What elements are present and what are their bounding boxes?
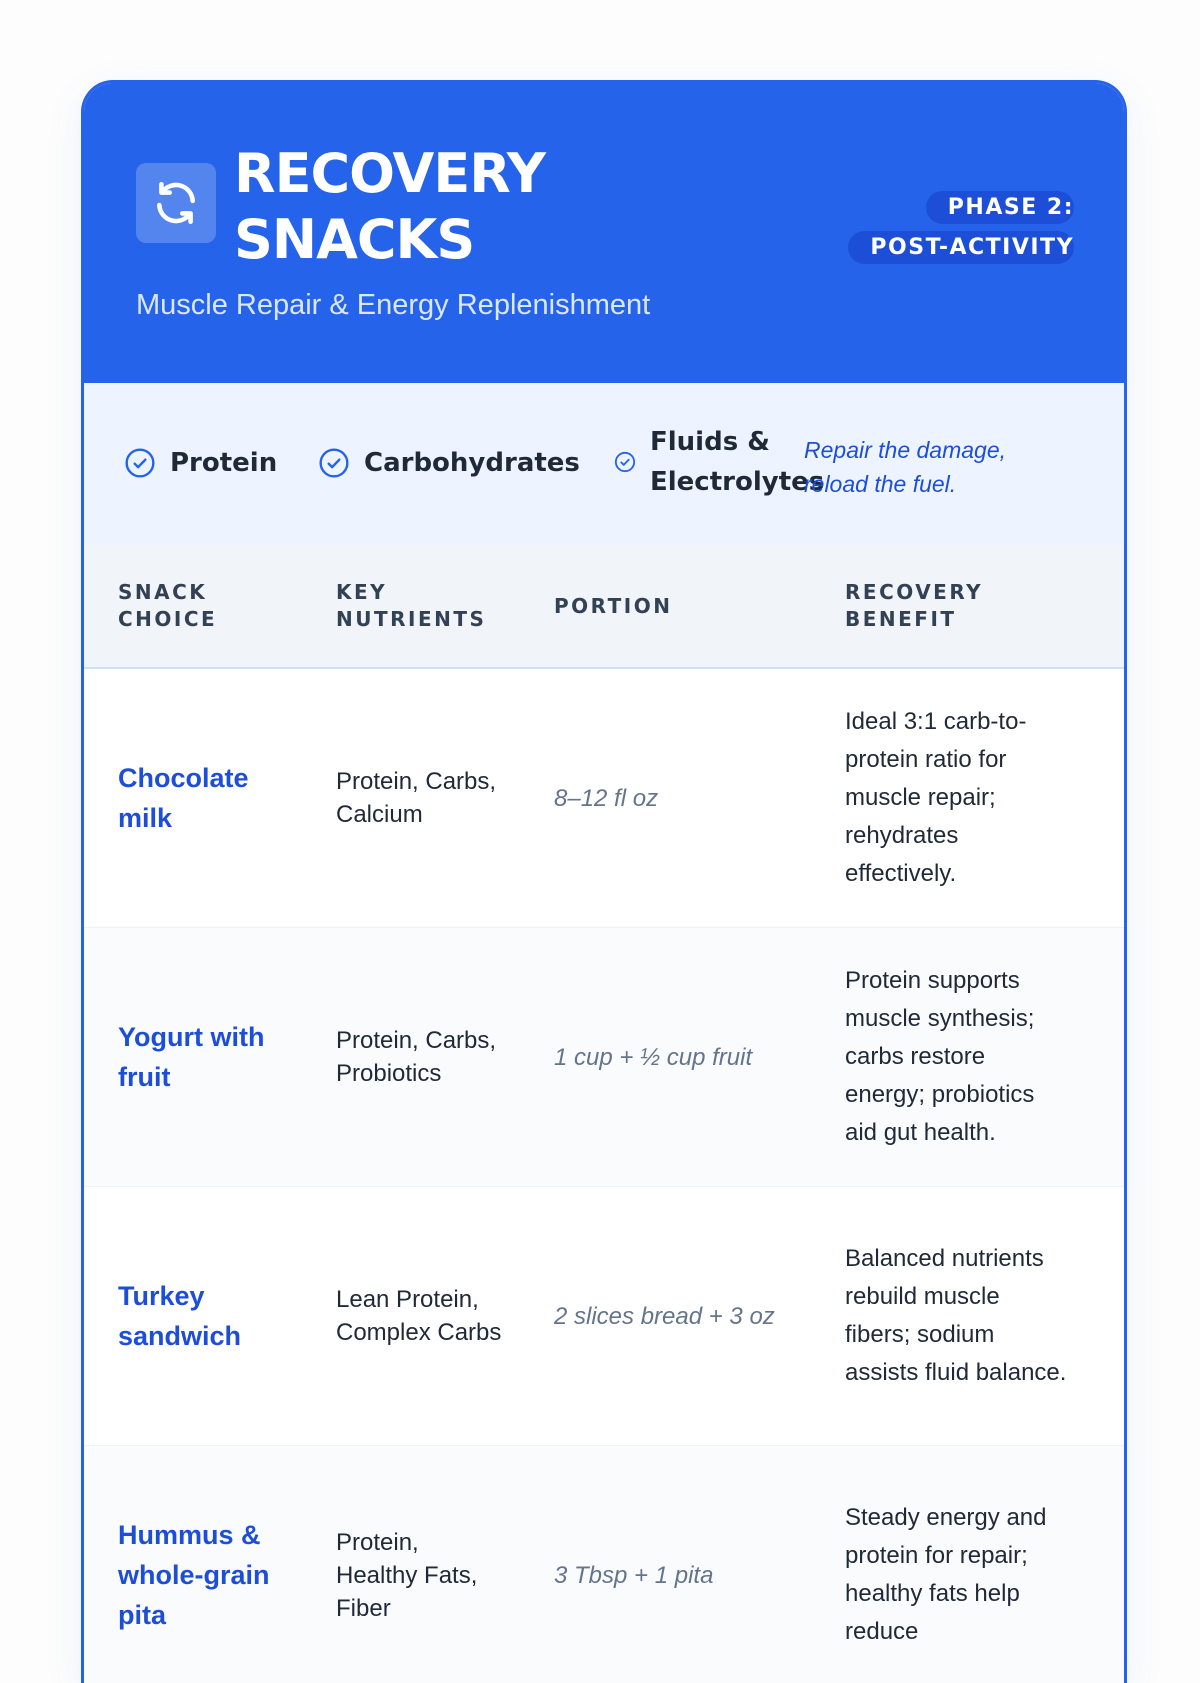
refresh-icon (136, 163, 216, 243)
page-title: RECOVERY SNACKS (234, 142, 545, 271)
check-circle-icon (614, 451, 636, 473)
recovery-benefit: Protein supports muscle synthesis; carbs restore energy; probiotics aid gut health. (845, 967, 1035, 1146)
snack-name: Yogurt with fruit (118, 1022, 265, 1092)
key-nutrients: Protein, Carbs, Probiotics (336, 1027, 497, 1087)
phase-badge (844, 188, 1074, 268)
recovery-benefit: Ideal 3:1 carb-to-protein ratio for muscle repair; rehydrates effectively. (845, 708, 1027, 887)
table-row (84, 928, 1124, 1187)
focus-note: Repair the damage, reload the fuel. (804, 437, 1007, 497)
focus-item-fluids (614, 419, 825, 505)
key-nutrients: Protein, Healthy Fats, Fiber (336, 1528, 478, 1622)
phase-badge-label: PHASE 2: POST-ACTIVITY (848, 191, 1074, 264)
recovery-benefit: Balanced nutrients rebuild muscle fibers; sodium assists fluid balance. (845, 1245, 1067, 1386)
check-circle-icon (318, 447, 350, 479)
column-header-portion: PORTION (554, 593, 673, 618)
check-circle-icon (124, 447, 156, 479)
table-row (84, 669, 1124, 928)
column-header-nutrients: KEY NUTRIENTS (336, 580, 487, 631)
recovery-snacks-card (81, 80, 1127, 1683)
key-nutrients: Protein, Carbs, Calcium (336, 768, 497, 828)
portion: 3 Tbsp + 1 pita (554, 1561, 714, 1589)
table-row (84, 1446, 1124, 1683)
card-header (84, 83, 1124, 383)
column-header-snack: SNACK CHOICE (118, 580, 218, 631)
table-header (84, 545, 1124, 669)
focus-bar (84, 383, 1124, 545)
portion: 8–12 fl oz (554, 784, 659, 812)
snack-name: Hummus & whole-grain pita (118, 1520, 270, 1630)
table-row (84, 1187, 1124, 1446)
column-header-benefit: RECOVERY BENEFIT (845, 580, 984, 631)
page-subtitle: Muscle Repair & Energy Replenishment (136, 289, 651, 321)
portion: 2 slices bread + 3 oz (554, 1302, 775, 1330)
recovery-benefit: Steady energy and protein for repair; healthy fats help reduce (845, 1504, 1047, 1645)
key-nutrients: Lean Protein, Complex Carbs (336, 1286, 502, 1346)
snack-name: Turkey sandwich (118, 1281, 242, 1351)
focus-item-label: Carbohydrates (364, 448, 580, 478)
snack-name: Chocolate milk (118, 763, 249, 833)
portion: 1 cup + ½ cup fruit (554, 1043, 753, 1071)
focus-item-carbohydrates (318, 435, 580, 491)
focus-item-label: Fluids & Electrolytes (650, 427, 825, 497)
focus-item-label: Protein (170, 448, 278, 478)
focus-item-protein (124, 435, 277, 491)
